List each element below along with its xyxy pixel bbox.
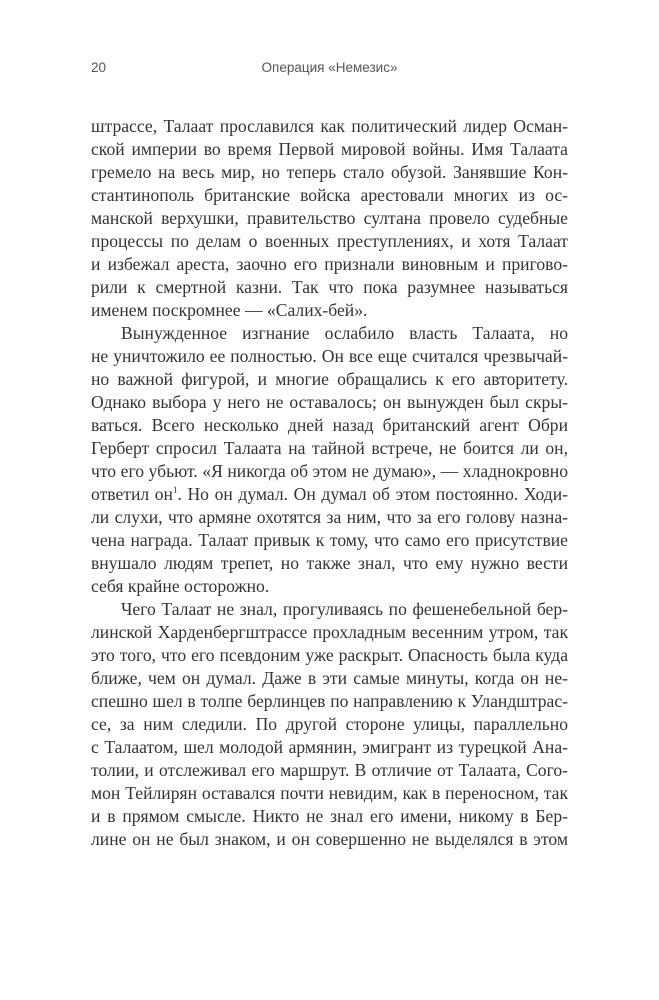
line-text: спешно шел в толпе берлинцев по направлению к Уландштрас- <box>91 691 568 711</box>
paragraph <box>91 115 568 322</box>
text-line <box>91 621 568 644</box>
text-line <box>91 736 568 759</box>
line-text: . Но он думал. Он думал об этом постоянно. Ходи- <box>177 484 568 504</box>
text-line <box>91 138 568 161</box>
text-line <box>91 276 568 299</box>
text-line <box>91 299 568 322</box>
line-text: что его убьют. «Я никогда об этом не думаю», — хладнокровно <box>91 461 568 481</box>
text-line <box>91 161 568 184</box>
text-line <box>91 437 568 460</box>
text-line <box>91 690 568 713</box>
paragraph <box>91 598 568 851</box>
paragraph <box>91 322 568 598</box>
line-text: ли слухи, что армяне охотятся за ним, что за его голову назна- <box>91 507 568 527</box>
text-line <box>91 529 568 552</box>
line-text: процессы по делам о военных преступлениях, и хотя Талаат <box>91 231 568 251</box>
text-line <box>91 759 568 782</box>
line-text: се, за ним следили. По другой стороне улицы, параллельно <box>91 714 568 734</box>
text-line <box>91 322 568 345</box>
text-line <box>91 644 568 667</box>
line-text: манской верхушки, правительство султана провело судебные <box>91 208 568 228</box>
footnote-reference[interactable]: 1 <box>172 485 178 495</box>
text-line <box>91 368 568 391</box>
text-line <box>91 184 568 207</box>
text-line <box>91 506 568 529</box>
line-text: мон Тейлирян оставался почти невидим, как в переносном, так <box>91 783 568 803</box>
line-text: это того, что его псевдоним уже раскрыт. Опасность была куда <box>91 645 568 665</box>
text-line <box>91 460 568 483</box>
line-text: толии, и отслеживал его маршрут. В отличие от Талаата, Сого- <box>91 760 568 780</box>
text-line <box>91 828 568 851</box>
text-line <box>91 230 568 253</box>
line-text: с Талаатом, шел молодой армянин, эмигрант из турецкой Ана- <box>91 737 568 757</box>
line-text: рили к смертной казни. Так что пока разумнее называться <box>91 277 568 297</box>
line-text: ответил он <box>91 484 173 504</box>
line-text: себя крайне осторожно. <box>91 576 270 596</box>
text-line <box>91 414 568 437</box>
text-line <box>91 552 568 575</box>
line-text: внушало людям трепет, но также знал, что ему нужно вести <box>91 553 568 573</box>
text-line <box>91 575 568 598</box>
line-text: ской империи во время Первой мировой войны. Имя Талаата <box>91 139 568 159</box>
text-line <box>91 667 568 690</box>
line-text: стантинополь британские войска арестовали многих из ос- <box>91 185 568 205</box>
text-line <box>91 713 568 736</box>
text-line <box>91 345 568 368</box>
line-text: чена награда. Талаат привык к тому, что само его присутствие <box>91 530 568 550</box>
line-text: и избежал ареста, заочно его признали виновным и пригово- <box>91 254 568 274</box>
line-text: Однако выбора у него не оставалось; он вынужден был скры- <box>91 392 568 412</box>
text-line <box>91 782 568 805</box>
line-text: Вынужденное изгнание ослабило власть Талаата, но <box>121 323 568 343</box>
line-text: Герберт спросил Талаата на тайной встрече, не боится ли он, <box>91 438 568 458</box>
line-text: ближе, чем он думал. Даже в эти самые минуты, когда он не- <box>91 668 568 688</box>
running-title: Операция «Немезис» <box>261 60 398 75</box>
line-text: гремело на весь мир, но теперь стало обузой. Занявшие Кон- <box>91 162 568 182</box>
text-line <box>91 115 568 138</box>
line-text: Чего Талаат не знал, прогуливаясь по фешенебельной бер- <box>121 599 568 619</box>
line-text: и в прямом смысле. Никто не знал его имени, никому в Бер- <box>91 806 568 826</box>
text-line <box>91 598 568 621</box>
line-text: но важной фигурой, и многие обращались к его авторитету. <box>91 369 568 389</box>
line-text: именем поскромнее — «Салих-бей». <box>91 300 368 320</box>
line-text: линской Харденбергштрассе прохладным весенним утром, так <box>91 622 568 642</box>
line-text: лине он не был знаком, и он совершенно не выделялся в этом <box>91 829 568 849</box>
text-line <box>91 207 568 230</box>
line-text: не уничтожило ее полностью. Он все еще считался чрезвычай- <box>91 346 568 366</box>
text-line <box>91 483 568 506</box>
text-line <box>91 391 568 414</box>
page-body <box>91 115 568 851</box>
text-line <box>91 253 568 276</box>
line-text: штрассе, Талаат прославился как политический лидер Осман- <box>91 116 568 136</box>
text-line <box>91 805 568 828</box>
page-number: 20 <box>91 60 107 75</box>
line-text: ваться. Всего несколько дней назад британский агент Обри <box>91 415 568 435</box>
